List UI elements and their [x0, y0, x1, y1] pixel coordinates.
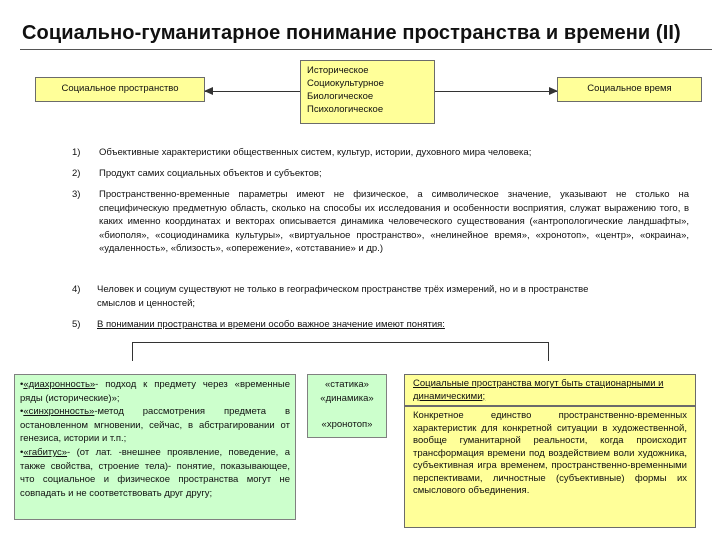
concept-habitus: •«габитус»- (от лат. -внешнее проявление, поведение, а также свойства, строение тела)- понятие, показывающее, что социальное и физическое пространства могут не совпадать и не соответствовать друг другу;	[20, 446, 290, 499]
arrow-right-icon	[435, 91, 557, 92]
item-text: Пространственно-временные параметры имеют не физическое, а символическое значение, указывают не столько на специфическую предметную область, сколько на способы их исследования и особенности восприятия, служат выражению того, в каких именно координатах и векторах описывается динамика человеческого существования («антропологические ландшафты», «биополя», «социодинамика культуры», «виртуальное пространство», «нелинейное время», «хронотоп», «центр», «окраина», «удаленность», «близость», «опережение», «отставание» и др.)	[99, 189, 689, 255]
title-underline	[20, 49, 712, 50]
chronotope-definition-text: Конкретное единство пространственно-временных характеристик для конкретной ситуации в художественной, вообще гуманитарной реальности, когда происходит трансформация времени под воздействием воли художника, субъективная игра временем, пространственно-временными перспективами, личностные (субъективные) формы их смыслового объединения.	[413, 410, 687, 496]
chronotope-definition-box	[404, 406, 696, 528]
stationary-dynamic-box	[404, 374, 696, 406]
connector-line	[132, 342, 549, 343]
dynamics-label: «динамика»	[320, 392, 374, 404]
social-time-box	[557, 77, 702, 102]
connector-line	[132, 342, 133, 361]
item-number: 5)	[72, 319, 81, 330]
item-text: Человек и социум существуют не только в географическом пространстве трёх измерений, но и в пространстве смыслов и ценностей;	[97, 284, 589, 309]
concept-term: «диахронность»	[23, 379, 96, 390]
concept-synchrony: •«синхронность»-метод рассмотрения предмета в остановленном мгновении, сейчас, в абстрагировании от генезиса, истории и т.п.;	[20, 406, 290, 445]
item-number: 3)	[72, 189, 81, 200]
chronotope-label: «хронотоп»	[321, 419, 373, 431]
item-number: 1)	[72, 147, 81, 158]
item-text: Продукт самих социальных объектов и субъектов;	[99, 168, 322, 179]
page-title: Социально-гуманитарное понимание пространства и времени (II)	[22, 22, 681, 44]
aspect-biological: Биологическое	[307, 91, 374, 102]
concept-term: «синхронность»	[23, 406, 95, 418]
statics-dynamics-box	[307, 374, 387, 438]
concepts-box	[14, 374, 296, 520]
item-number: 4)	[72, 284, 81, 295]
social-time-label: Социальное время	[587, 83, 672, 95]
concept-definition: -метод рассмотрения предмета в остановленном мгновении, сейчас, в абстрагировании от генезиса, истории и т.п.;	[20, 406, 290, 445]
aspect-psychological: Психологическое	[307, 104, 384, 115]
concept-definition: - (от лат. -внешнее проявление, поведение, а также свойства, строение тела)- понятие, показывающее, что социальное и физическое пространства могут не совпадать и не соответствовать друг другу;	[20, 446, 290, 499]
concept-diachrony: •«диахронность»- подход к предмету через «временные ряды (исторические)»;	[20, 379, 290, 404]
aspect-historical: Историческое	[307, 65, 369, 76]
arrow-left-icon	[205, 91, 300, 92]
item-text: В понимании пространства и времени особо важное значение имеют понятия:	[97, 319, 445, 330]
spacer	[312, 405, 382, 418]
connector-line	[548, 342, 549, 361]
aspect-sociocultural: Социокультурное	[307, 78, 384, 89]
concept-term: «габитус»	[23, 446, 68, 458]
stationary-dynamic-text: Социальные пространства могут быть стационарными и динамическими;	[413, 378, 664, 402]
item-number: 2)	[72, 168, 81, 179]
social-space-label: Социальное пространство	[61, 83, 179, 95]
item-text: Объективные характеристики общественных систем, культур, истории, духовного мира человека;	[99, 147, 532, 158]
aspects-box	[300, 60, 435, 124]
concept-definition: - подход к предмету через «временные ряды (исторические)»;	[20, 379, 290, 404]
statics-label: «статика»	[325, 379, 369, 390]
social-space-box	[35, 77, 205, 102]
